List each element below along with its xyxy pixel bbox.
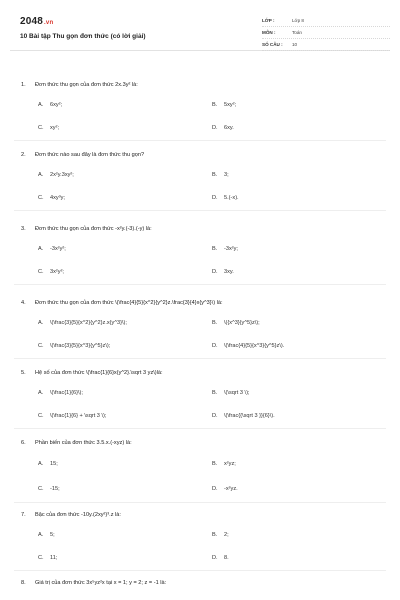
- option-text: xy²;: [50, 125, 60, 131]
- question-number: 7.: [21, 512, 26, 518]
- option-letter: D.: [212, 555, 218, 561]
- divider: [14, 502, 386, 503]
- option-text: 4xy³y;: [50, 195, 65, 201]
- question-stem: [21, 82, 138, 88]
- option-letter: D.: [212, 486, 218, 492]
- document-title: 10 Bài tập Thu gọn đơn thức (có lời giải): [20, 33, 146, 40]
- option-text: 6xy.: [224, 125, 234, 131]
- option-letter: A.: [38, 320, 44, 326]
- option-letter: D.: [212, 125, 218, 131]
- meta-row-class: [262, 15, 390, 27]
- option-letter: D.: [212, 269, 218, 275]
- option-c[interactable]: [38, 125, 59, 131]
- option-d[interactable]: [212, 343, 284, 349]
- option-a[interactable]: [38, 532, 55, 538]
- divider: [14, 570, 386, 571]
- option-a[interactable]: [38, 461, 58, 467]
- question-number: 5.: [21, 370, 26, 376]
- option-b[interactable]: [212, 246, 238, 252]
- document-meta: [262, 15, 390, 51]
- option-b[interactable]: [212, 172, 229, 178]
- option-text: \({x^3}{y^5}z\);: [224, 320, 260, 326]
- option-letter: A.: [38, 102, 44, 108]
- question-text: Đơn thức thu gọn của đơn thức 2x.3y² là:: [35, 82, 138, 88]
- meta-row-count: [262, 39, 390, 51]
- option-letter: D.: [212, 343, 218, 349]
- option-d[interactable]: [212, 269, 234, 275]
- option-text: -15;: [50, 486, 60, 492]
- divider: [14, 428, 386, 429]
- option-text: 8.: [224, 555, 229, 561]
- question-stem: [21, 370, 163, 376]
- option-c[interactable]: [38, 413, 106, 419]
- option-b[interactable]: [212, 102, 236, 108]
- option-c[interactable]: [38, 486, 60, 492]
- option-text: 11;: [50, 555, 58, 561]
- divider: [14, 284, 386, 285]
- option-letter: C.: [38, 125, 44, 131]
- option-c[interactable]: [38, 555, 57, 561]
- option-d[interactable]: [212, 555, 229, 561]
- question-text: Đơn thức nào sau đây là đơn thức thu gọn?: [35, 152, 145, 158]
- option-text: 3x²y²;: [50, 269, 64, 275]
- option-text: -3x²y;: [224, 246, 238, 252]
- meta-row-subject: [262, 27, 390, 39]
- option-text: \(\frac{4}{5}{x^3}{y^5}z\).: [224, 343, 285, 349]
- option-letter: B.: [212, 172, 218, 178]
- option-text: 3xy.: [224, 269, 234, 275]
- option-text: -3x²y²;: [50, 246, 66, 252]
- option-text: \(\frac{3}{5}{x^3}{y^5}z\);: [50, 343, 111, 349]
- option-letter: B.: [212, 461, 218, 467]
- meta-value: Toán: [292, 30, 302, 35]
- question-number: 8.: [21, 580, 26, 586]
- question-stem: [21, 152, 144, 158]
- meta-key: SỐ CÂU :: [262, 42, 283, 47]
- option-letter: C.: [38, 555, 44, 561]
- option-letter: B.: [212, 390, 218, 396]
- option-letter: A.: [38, 172, 44, 178]
- option-text: -x²yz.: [224, 486, 238, 492]
- option-letter: C.: [38, 195, 44, 201]
- option-letter: A.: [38, 246, 44, 252]
- option-d[interactable]: [212, 413, 275, 419]
- question-number: 2.: [21, 152, 26, 158]
- option-c[interactable]: [38, 269, 64, 275]
- option-c[interactable]: [38, 343, 110, 349]
- option-b[interactable]: [212, 461, 236, 467]
- option-letter: A.: [38, 532, 44, 538]
- option-letter: D.: [212, 413, 218, 419]
- option-text: \(\sqrt 3 \);: [224, 390, 250, 396]
- option-letter: C.: [38, 269, 44, 275]
- logo-suffix: .vn: [44, 20, 54, 26]
- option-text: 15;: [50, 461, 58, 467]
- option-letter: C.: [38, 486, 44, 492]
- option-text: \(\frac{{\sqrt 3 }}{6}\).: [224, 413, 275, 419]
- option-text: 6xy²;: [50, 102, 63, 108]
- option-letter: B.: [212, 320, 218, 326]
- option-a[interactable]: [38, 172, 74, 178]
- option-b[interactable]: [212, 532, 229, 538]
- option-text: 2;: [224, 532, 229, 538]
- option-letter: A.: [38, 461, 44, 467]
- option-text: 5.(-x).: [224, 195, 239, 201]
- option-letter: D.: [212, 195, 218, 201]
- option-text: 5;: [50, 532, 55, 538]
- option-text: \(\frac{1}{6}\);: [50, 390, 83, 396]
- option-a[interactable]: [38, 246, 66, 252]
- option-letter: B.: [212, 532, 218, 538]
- question-stem: [21, 440, 132, 446]
- option-letter: B.: [212, 102, 218, 108]
- option-letter: C.: [38, 343, 44, 349]
- question-text: Giá trị của đơn thức 3x⁵yz²x tại x = 1; y = 2; z = -1 là:: [35, 580, 167, 586]
- question-text: Bậc của đơn thức -10y.(2xy²)³.z là:: [35, 512, 121, 518]
- option-a[interactable]: [38, 390, 83, 396]
- divider: [14, 210, 386, 211]
- question-text: Hệ số của đơn thức \(\frac{1}{6}x{y^2}.\sqrt 3 yz\)là:: [35, 370, 163, 376]
- option-text: 3;: [224, 172, 229, 178]
- option-a[interactable]: [38, 320, 127, 326]
- option-c[interactable]: [38, 195, 65, 201]
- question-stem: [21, 512, 121, 518]
- meta-key: LỚP :: [262, 18, 275, 23]
- option-letter: C.: [38, 413, 44, 419]
- option-a[interactable]: [38, 102, 62, 108]
- question-stem: [21, 300, 223, 306]
- option-text: \(\frac{3}{5}{x^2}{y^2}z.x{y^3}\);: [50, 320, 127, 326]
- meta-key: MÔN :: [262, 30, 276, 35]
- question-number: 4.: [21, 300, 26, 306]
- logo-number: 2048: [20, 16, 44, 27]
- option-d[interactable]: [212, 125, 234, 131]
- option-text: 2x²y.3xy²;: [50, 172, 74, 178]
- question-number: 3.: [21, 226, 26, 232]
- document-header: [10, 0, 390, 51]
- option-letter: A.: [38, 390, 44, 396]
- option-text: \(\frac{1}{6} + \sqrt 3 \);: [50, 413, 107, 419]
- question-text: Phần biến của đơn thức 3.5.x.(-xyz) là:: [35, 440, 132, 446]
- site-logo[interactable]: [20, 16, 53, 27]
- option-text: x²yz;: [224, 461, 236, 467]
- meta-value: 10: [292, 42, 298, 47]
- question-text: Đơn thức thu gọn của đơn thức -x²y.(-3).(-y) là:: [35, 226, 152, 232]
- question-stem: [21, 226, 152, 232]
- question-number: 6.: [21, 440, 26, 446]
- divider: [14, 358, 386, 359]
- option-b[interactable]: [212, 320, 260, 326]
- question-text: Đơn thức thu gọn của đơn thức \(\frac{4}{5}{x^2}{y^2}z.\frac{3}{4}x{y^3}\) là:: [35, 300, 223, 306]
- question-stem: [21, 580, 166, 586]
- question-number: 1.: [21, 82, 26, 88]
- option-b[interactable]: [212, 390, 250, 396]
- option-text: 5xy²;: [224, 102, 237, 108]
- option-letter: B.: [212, 246, 218, 252]
- meta-value: Lớp 8: [292, 18, 304, 23]
- divider: [14, 140, 386, 141]
- option-d[interactable]: [212, 195, 239, 201]
- option-d[interactable]: [212, 486, 238, 492]
